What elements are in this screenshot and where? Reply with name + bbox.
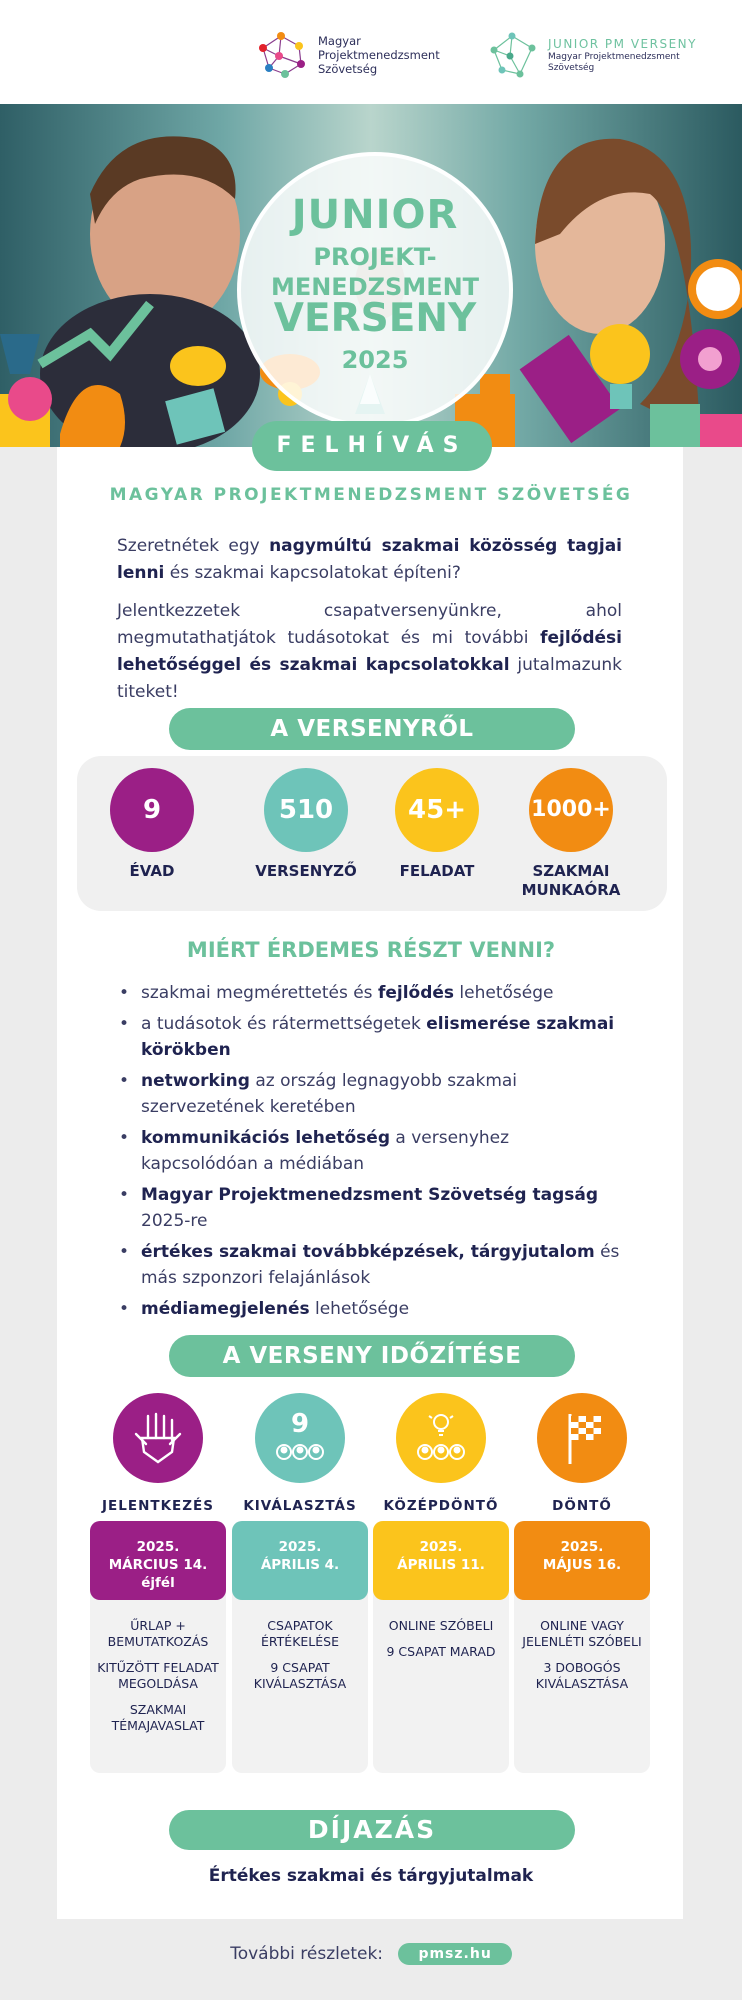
stat-value: 1000+ bbox=[529, 768, 613, 852]
list-item: • a tudásotok és rátermettségetek elismerése szakmai körökben bbox=[117, 1011, 627, 1063]
stage-card-semifinal bbox=[373, 1521, 509, 1773]
organization-heading: MAGYAR PROJEKTMENEDZSMENT SZÖVETSÉG bbox=[109, 485, 633, 505]
list-item: • értékes szakmai továbbképzések, tárgyjutalom és más szponzori felajánlások bbox=[117, 1239, 627, 1291]
list-item: • Magyar Projektmenedzsment Szövetség tagság 2025-re bbox=[117, 1182, 627, 1234]
hero-title-circle bbox=[237, 152, 513, 428]
checkered-flag-icon bbox=[537, 1393, 627, 1483]
stage-selection bbox=[232, 1393, 368, 1514]
about-heading: A VERSENYRŐL bbox=[169, 708, 575, 750]
stage-card-registration bbox=[90, 1521, 226, 1773]
footer-text: További részletek: bbox=[230, 1944, 384, 1964]
stage-label: JELENTKEZÉS bbox=[102, 1498, 214, 1514]
junior-pm-logo[interactable] bbox=[488, 28, 697, 82]
header bbox=[0, 0, 742, 104]
website-link[interactable]: pmsz.hu bbox=[398, 1943, 511, 1965]
stage-date: 2025. ÁPRILIS 4. bbox=[232, 1521, 368, 1600]
intro-paragraph-2: Jelentkezzetek csapatversenyünkre, ahol megmutathatjátok tudásotokat és mi további fejlődési lehetőséggel és szakmai kapcsolatokkal jutalmazunk titeket! bbox=[117, 601, 622, 702]
stage-details: ONLINE SZÓBELI 9 CSAPAT MARAD bbox=[386, 1618, 496, 1659]
call-badge: FELHÍVÁS bbox=[252, 421, 492, 471]
stat-competitors bbox=[241, 768, 371, 881]
timeline-heading: A VERSENY IDŐZÍTÉSE bbox=[169, 1335, 575, 1377]
stage-semifinal bbox=[373, 1393, 509, 1514]
stage-card-final bbox=[514, 1521, 650, 1773]
mpsz-logo[interactable] bbox=[255, 28, 440, 82]
stat-label: SZAKMAI MUNKAÓRA bbox=[521, 862, 621, 899]
list-item: • médiamegjelenés lehetősége bbox=[117, 1296, 627, 1322]
stat-value: 45+ bbox=[395, 768, 479, 852]
nine-teams-icon bbox=[255, 1393, 345, 1483]
hero-title-verseny: VERSENY bbox=[273, 296, 477, 341]
stat-label: ÉVAD bbox=[129, 862, 175, 880]
stat-label: FELADAT bbox=[399, 862, 475, 880]
stage-details: CSAPATOK ÉRTÉKELÉSE 9 CSAPAT KIVÁLASZTÁSA bbox=[253, 1618, 347, 1691]
list-item: • szakmai megmérettetés és fejlődés lehetősége bbox=[117, 980, 627, 1006]
stage-date: 2025. MÁRCIUS 14. éjfél bbox=[90, 1521, 226, 1600]
hands-together-icon bbox=[113, 1393, 203, 1483]
stat-tasks bbox=[372, 768, 502, 881]
hero-banner bbox=[0, 104, 742, 447]
footer bbox=[0, 1943, 742, 1965]
stat-work-hours bbox=[506, 768, 636, 900]
benefits-list bbox=[117, 980, 627, 1327]
prize-subtitle: Értékes szakmai és tárgyjutalmak bbox=[208, 1866, 534, 1886]
stat-value: 510 bbox=[264, 768, 348, 852]
stage-date: 2025. ÁPRILIS 11. bbox=[373, 1521, 509, 1600]
stat-label: VERSENYZŐ bbox=[255, 862, 357, 880]
intro-paragraph-1: Szeretnétek egy nagymúltú szakmai közösség tagjai lenni és szakmai kapcsolatokat építeni? bbox=[117, 536, 623, 583]
stage-label: KÖZÉPDÖNTŐ bbox=[383, 1498, 499, 1514]
stage-card-selection bbox=[232, 1521, 368, 1773]
junior-pm-logo-text: JUNIOR PM VERSENY Magyar Projektmenedzsment Szövetség bbox=[548, 36, 697, 73]
network-logo-icon bbox=[488, 28, 540, 82]
stat-seasons bbox=[87, 768, 217, 881]
hero-title-year: 2025 bbox=[341, 346, 409, 374]
stats-panel bbox=[77, 756, 667, 911]
stage-final bbox=[514, 1393, 650, 1514]
hero-title-projekt: PROJEKT- MENEDZSMENT bbox=[270, 243, 480, 301]
stage-date: 2025. MÁJUS 16. bbox=[514, 1521, 650, 1600]
svg-text:9: 9 bbox=[290, 1409, 310, 1439]
hero-title-junior: JUNIOR bbox=[291, 192, 459, 238]
network-logo-icon bbox=[255, 28, 309, 82]
prize-heading: DÍJAZÁS bbox=[169, 1810, 575, 1850]
stage-label: DÖNTŐ bbox=[552, 1498, 612, 1514]
stage-details: ŰRLAP + BEMUTATKOZÁS KITŰZÖTT FELADAT MEGOLDÁSA SZAKMAI TÉMAJAVASLAT bbox=[97, 1618, 219, 1733]
idea-team-icon bbox=[396, 1393, 486, 1483]
list-item: • kommunikációs lehetőség a versenyhez kapcsolódóan a médiában bbox=[117, 1125, 627, 1177]
stat-value: 9 bbox=[110, 768, 194, 852]
why-heading: MIÉRT ÉRDEMES RÉSZT VENNI? bbox=[186, 938, 556, 962]
mpsz-logo-text: Magyar Projektmenedzsment Szövetség bbox=[318, 34, 440, 76]
stage-registration bbox=[90, 1393, 226, 1514]
list-item: • networking az ország legnagyobb szakmai szervezetének keretében bbox=[117, 1068, 627, 1120]
stage-label: KIVÁLASZTÁS bbox=[243, 1498, 357, 1514]
stage-details: ONLINE VAGY JELENLÉTI SZÓBELI 3 DOBOGÓS KIVÁLASZTÁSA bbox=[522, 1618, 642, 1691]
